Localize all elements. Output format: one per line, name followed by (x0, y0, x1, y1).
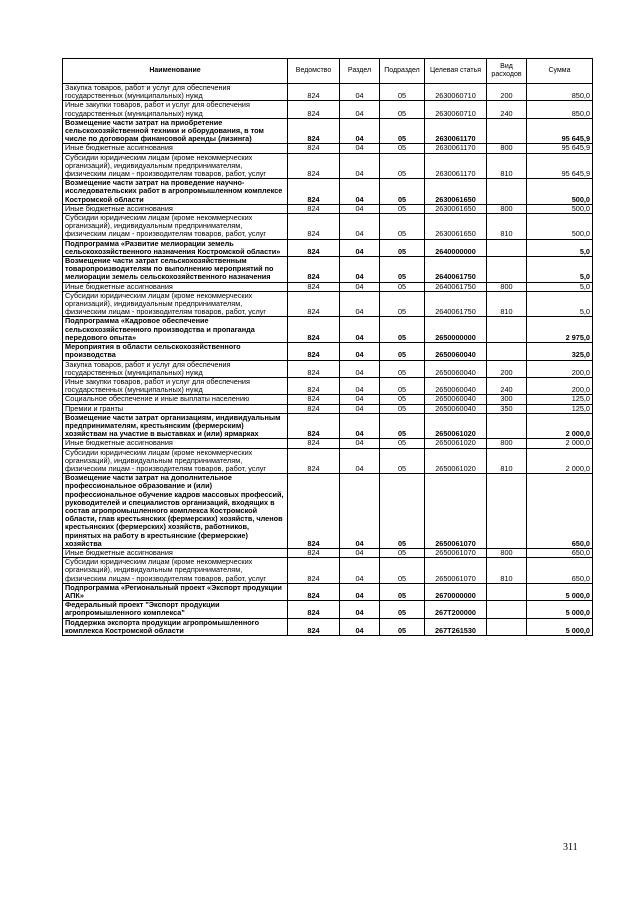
header-name: Наименование (63, 59, 288, 84)
cell-ved: 824 (288, 395, 340, 404)
cell-sum: 850,0 (527, 101, 593, 118)
cell-name: Федеральный проект "Экспорт продукции агропромышленного комплекса" (63, 601, 288, 618)
cell-vid: 810 (487, 558, 527, 584)
table-row (63, 413, 593, 439)
cell-razdel: 04 (340, 413, 380, 439)
cell-name: Субсидии юридическим лицам (кроме некоммерческих организаций), индивидуальным предпринимателям, физическим лицам - производителям товаров, работ, услуг (63, 448, 288, 474)
cell-podrazdel: 05 (380, 204, 425, 213)
table-row (63, 317, 593, 343)
cell-sum: 5 000,0 (527, 618, 593, 635)
cell-razdel: 04 (340, 282, 380, 291)
cell-name: Субсидии юридическим лицам (кроме некоммерческих организаций), индивидуальным предпринимателям, физическим лицам - производителям товаров, работ, услуг (63, 214, 288, 240)
table-row (63, 360, 593, 377)
cell-sum: 850,0 (527, 84, 593, 101)
cell-razdel: 04 (340, 204, 380, 213)
cell-razdel: 04 (340, 179, 380, 205)
cell-podrazdel: 05 (380, 343, 425, 360)
header-target: Целевая статья (425, 59, 487, 84)
cell-target: 2630061650 (425, 179, 487, 205)
cell-sum: 95 645,9 (527, 144, 593, 153)
cell-ved: 824 (288, 404, 340, 413)
cell-name: Иные бюджетные ассигнования (63, 548, 288, 557)
cell-razdel: 04 (340, 343, 380, 360)
cell-target: 2630061170 (425, 153, 487, 179)
cell-ved: 824 (288, 204, 340, 213)
cell-podrazdel: 05 (380, 395, 425, 404)
cell-ved: 824 (288, 548, 340, 557)
table-row (63, 558, 593, 584)
cell-razdel: 04 (340, 214, 380, 240)
cell-sum: 2 975,0 (527, 317, 593, 343)
cell-razdel: 04 (340, 558, 380, 584)
table-row (63, 144, 593, 153)
table-row (63, 291, 593, 317)
cell-podrazdel: 05 (380, 618, 425, 635)
header-sum: Сумма (527, 59, 593, 84)
cell-ved: 824 (288, 601, 340, 618)
table-row (63, 377, 593, 394)
cell-ved: 824 (288, 343, 340, 360)
cell-name: Иные бюджетные ассигнования (63, 282, 288, 291)
cell-podrazdel: 05 (380, 144, 425, 153)
cell-sum: 125,0 (527, 404, 593, 413)
cell-sum: 2 000,0 (527, 448, 593, 474)
cell-target: 2650060040 (425, 395, 487, 404)
cell-razdel: 04 (340, 583, 380, 600)
cell-target: 2670000000 (425, 583, 487, 600)
table-row (63, 583, 593, 600)
cell-sum: 95 645,9 (527, 118, 593, 144)
cell-name: Иные закупки товаров, работ и услуг для обеспечения государственных (муниципальных) нужд (63, 101, 288, 118)
cell-target: 2650000000 (425, 317, 487, 343)
cell-target: 2650061070 (425, 474, 487, 549)
cell-name: Мероприятия в области сельскохозяйственного производства (63, 343, 288, 360)
cell-name: Закупка товаров, работ и услуг для обеспечения государственных (муниципальных) нужд (63, 84, 288, 101)
cell-podrazdel: 05 (380, 448, 425, 474)
cell-vid (487, 317, 527, 343)
cell-name: Субсидии юридическим лицам (кроме некоммерческих организаций), индивидуальным предпринимателям, физическим лицам - производителям товаров, работ, услуг (63, 558, 288, 584)
cell-ved: 824 (288, 618, 340, 635)
cell-ved: 824 (288, 474, 340, 549)
cell-podrazdel: 05 (380, 474, 425, 549)
cell-podrazdel: 05 (380, 153, 425, 179)
cell-razdel: 04 (340, 448, 380, 474)
cell-sum: 5 000,0 (527, 583, 593, 600)
cell-name: Премии и гранты (63, 404, 288, 413)
cell-vid: 200 (487, 360, 527, 377)
table-row (63, 395, 593, 404)
cell-razdel: 04 (340, 618, 380, 635)
table-header-row (63, 59, 593, 84)
cell-ved: 824 (288, 144, 340, 153)
cell-razdel: 04 (340, 601, 380, 618)
cell-vid: 200 (487, 84, 527, 101)
cell-target: 2650060040 (425, 343, 487, 360)
cell-razdel: 04 (340, 257, 380, 283)
cell-vid: 800 (487, 548, 527, 557)
cell-name: Иные бюджетные ассигнования (63, 204, 288, 213)
cell-vid: 810 (487, 214, 527, 240)
cell-target: 2650060040 (425, 377, 487, 394)
cell-podrazdel: 05 (380, 360, 425, 377)
cell-name: Возмещение части затрат на проведение научно-исследовательских работ в агропромышленном комплексе Костромской области (63, 179, 288, 205)
cell-razdel: 04 (340, 317, 380, 343)
cell-razdel: 04 (340, 395, 380, 404)
cell-vid (487, 239, 527, 256)
cell-razdel: 04 (340, 144, 380, 153)
cell-razdel: 04 (340, 377, 380, 394)
cell-vid (487, 413, 527, 439)
cell-target: 2630061650 (425, 214, 487, 240)
table-row (63, 84, 593, 101)
cell-razdel: 04 (340, 239, 380, 256)
cell-podrazdel: 05 (380, 558, 425, 584)
table-row (63, 118, 593, 144)
cell-name: Социальное обеспечение и иные выплаты населению (63, 395, 288, 404)
cell-vid: 300 (487, 395, 527, 404)
cell-vid (487, 179, 527, 205)
cell-sum: 500,0 (527, 179, 593, 205)
cell-razdel: 04 (340, 439, 380, 448)
cell-ved: 824 (288, 439, 340, 448)
cell-vid: 810 (487, 448, 527, 474)
cell-razdel: 04 (340, 548, 380, 557)
cell-podrazdel: 05 (380, 583, 425, 600)
cell-target: 2630061170 (425, 144, 487, 153)
cell-sum: 5,0 (527, 291, 593, 317)
cell-ved: 824 (288, 448, 340, 474)
cell-target: 2630060710 (425, 84, 487, 101)
cell-sum: 2 000,0 (527, 439, 593, 448)
cell-target: 2630061650 (425, 204, 487, 213)
budget-table (62, 58, 593, 636)
cell-podrazdel: 05 (380, 84, 425, 101)
cell-vid (487, 343, 527, 360)
cell-target: 2640061750 (425, 282, 487, 291)
cell-target: 2650060040 (425, 360, 487, 377)
cell-ved: 824 (288, 413, 340, 439)
cell-name: Возмещение части затрат сельскохозяйственным товаропроизводителям по выполнению мероприятий по мелиорации земель сельскохозяйственного назначения (63, 257, 288, 283)
cell-name: Иные бюджетные ассигнования (63, 439, 288, 448)
cell-name: Возмещение части затрат организациям, индивидуальным предпринимателям, крестьянским (фермерским) хозяйствам на участие в выставках и (или) ярмарках (63, 413, 288, 439)
header-ved: Ведомство (288, 59, 340, 84)
cell-ved: 824 (288, 558, 340, 584)
cell-razdel: 04 (340, 84, 380, 101)
cell-sum: 500,0 (527, 214, 593, 240)
cell-podrazdel: 05 (380, 239, 425, 256)
table-row (63, 101, 593, 118)
cell-target: 2630060710 (425, 101, 487, 118)
cell-ved: 824 (288, 118, 340, 144)
cell-name: Субсидии юридическим лицам (кроме некоммерческих организаций), индивидуальным предпринимателям, физическим лицам - производителям товаров, работ, услуг (63, 153, 288, 179)
table-row (63, 239, 593, 256)
table-row (63, 204, 593, 213)
cell-sum: 325,0 (527, 343, 593, 360)
table-row (63, 448, 593, 474)
cell-ved: 824 (288, 360, 340, 377)
cell-target: 267T200000 (425, 601, 487, 618)
cell-vid (487, 583, 527, 600)
cell-ved: 824 (288, 282, 340, 291)
cell-podrazdel: 05 (380, 179, 425, 205)
cell-target: 2650061020 (425, 448, 487, 474)
table-row (63, 153, 593, 179)
cell-razdel: 04 (340, 404, 380, 413)
cell-sum: 5,0 (527, 257, 593, 283)
cell-vid (487, 601, 527, 618)
cell-ved: 824 (288, 291, 340, 317)
cell-ved: 824 (288, 153, 340, 179)
cell-name: Подпрограмма «Развитие мелиорации земель сельскохозяйственного назначения Костромской области» (63, 239, 288, 256)
cell-name: Закупка товаров, работ и услуг для обеспечения государственных (муниципальных) нужд (63, 360, 288, 377)
cell-podrazdel: 05 (380, 404, 425, 413)
cell-target: 2650061020 (425, 413, 487, 439)
cell-vid: 810 (487, 291, 527, 317)
table-row (63, 214, 593, 240)
cell-podrazdel: 05 (380, 282, 425, 291)
header-podrazdel: Подраздел (380, 59, 425, 84)
cell-ved: 824 (288, 257, 340, 283)
cell-ved: 824 (288, 317, 340, 343)
cell-sum: 95 645,9 (527, 153, 593, 179)
cell-sum: 5,0 (527, 239, 593, 256)
cell-ved: 824 (288, 239, 340, 256)
cell-ved: 824 (288, 179, 340, 205)
table-row (63, 343, 593, 360)
cell-target: 2650061070 (425, 548, 487, 557)
cell-vid: 800 (487, 439, 527, 448)
cell-target: 267T261530 (425, 618, 487, 635)
cell-razdel: 04 (340, 101, 380, 118)
cell-name: Иные закупки товаров, работ и услуг для обеспечения государственных (муниципальных) нужд (63, 377, 288, 394)
cell-podrazdel: 05 (380, 317, 425, 343)
cell-podrazdel: 05 (380, 101, 425, 118)
cell-target: 2650061020 (425, 439, 487, 448)
cell-vid: 800 (487, 282, 527, 291)
header-razdel: Раздел (340, 59, 380, 84)
cell-razdel: 04 (340, 360, 380, 377)
cell-target: 2630061170 (425, 118, 487, 144)
cell-sum: 500,0 (527, 204, 593, 213)
cell-vid: 240 (487, 377, 527, 394)
cell-podrazdel: 05 (380, 601, 425, 618)
page-number: 311 (563, 842, 578, 853)
table-row (63, 601, 593, 618)
table-row (63, 618, 593, 635)
cell-razdel: 04 (340, 153, 380, 179)
cell-podrazdel: 05 (380, 548, 425, 557)
cell-sum: 125,0 (527, 395, 593, 404)
cell-podrazdel: 05 (380, 439, 425, 448)
cell-target: 2650061070 (425, 558, 487, 584)
cell-podrazdel: 05 (380, 413, 425, 439)
cell-target: 2640000000 (425, 239, 487, 256)
cell-vid: 800 (487, 204, 527, 213)
cell-vid: 800 (487, 144, 527, 153)
cell-name: Возмещение части затрат на дополнительное профессиональное образование и (или) профессиональное обучение кадров массовых профессий, руководителей и специалистов организаций, входящих в состав агропромышленного комплекса Костромской области, глав крестьянских (фермерских) хозяйств, членов крестьянских (фермерских) хозяйств, работников, принятых на работу в крестьянские (фермерские) хозяйства (63, 474, 288, 549)
cell-name: Подпрограмма «Кадровое обеспечение сельскохозяйственного производства и пропаганда передового опыта» (63, 317, 288, 343)
cell-razdel: 04 (340, 474, 380, 549)
cell-name: Подпрограмма «Региональный проект «Экспорт продукции АПК» (63, 583, 288, 600)
cell-vid (487, 257, 527, 283)
cell-podrazdel: 05 (380, 214, 425, 240)
table-row (63, 439, 593, 448)
cell-vid: 350 (487, 404, 527, 413)
cell-razdel: 04 (340, 118, 380, 144)
table-row (63, 474, 593, 549)
cell-name: Субсидии юридическим лицам (кроме некоммерческих организаций), индивидуальным предпринимателям, физическим лицам - производителям товаров, работ, услуг (63, 291, 288, 317)
cell-podrazdel: 05 (380, 291, 425, 317)
cell-target: 2640061750 (425, 257, 487, 283)
table-row (63, 257, 593, 283)
table-row (63, 548, 593, 557)
cell-sum: 5,0 (527, 282, 593, 291)
cell-ved: 824 (288, 377, 340, 394)
cell-razdel: 04 (340, 291, 380, 317)
cell-vid: 240 (487, 101, 527, 118)
cell-podrazdel: 05 (380, 257, 425, 283)
cell-ved: 824 (288, 84, 340, 101)
table-row (63, 282, 593, 291)
cell-sum: 200,0 (527, 360, 593, 377)
cell-name: Возмещение части затрат на приобретение сельскохозяйственной техники и оборудования, в том числе по договорам финансовой аренды (лизинга) (63, 118, 288, 144)
cell-sum: 650,0 (527, 558, 593, 584)
cell-sum: 200,0 (527, 377, 593, 394)
cell-podrazdel: 05 (380, 118, 425, 144)
budget-document (62, 58, 592, 636)
cell-sum: 650,0 (527, 548, 593, 557)
cell-ved: 824 (288, 214, 340, 240)
cell-sum: 650,0 (527, 474, 593, 549)
cell-target: 2640061750 (425, 291, 487, 317)
header-vid: Вид расходов (487, 59, 527, 84)
cell-vid: 810 (487, 153, 527, 179)
table-row (63, 404, 593, 413)
cell-name: Поддержка экспорта продукции агропромышленного комплекса Костромской области (63, 618, 288, 635)
cell-name: Иные бюджетные ассигнования (63, 144, 288, 153)
table-row (63, 179, 593, 205)
cell-target: 2650060040 (425, 404, 487, 413)
cell-podrazdel: 05 (380, 377, 425, 394)
cell-ved: 824 (288, 101, 340, 118)
cell-vid (487, 474, 527, 549)
cell-sum: 5 000,0 (527, 601, 593, 618)
cell-vid (487, 118, 527, 144)
cell-sum: 2 000,0 (527, 413, 593, 439)
cell-vid (487, 618, 527, 635)
cell-ved: 824 (288, 583, 340, 600)
